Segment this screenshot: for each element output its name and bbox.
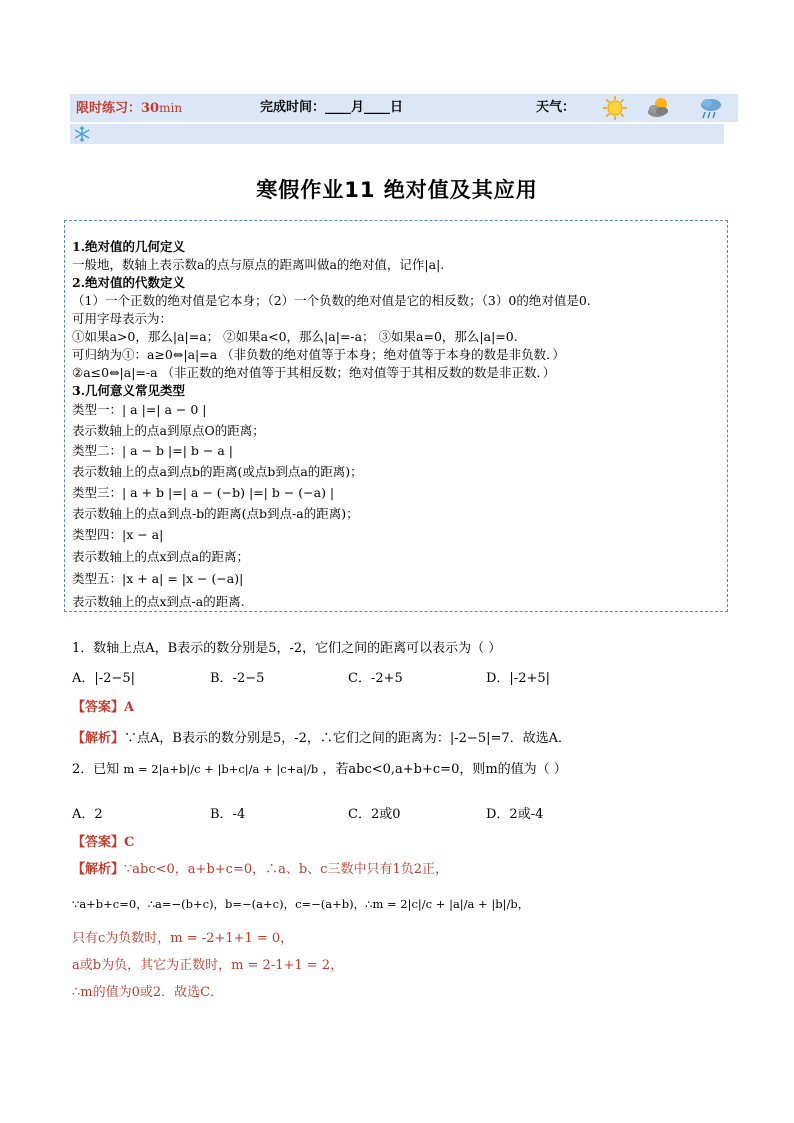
definition-line: 表示数轴上的点a到点-b的距离(点b到点-a的距离)； xyxy=(72,506,359,521)
q2-stem-prefix: 2．已知 xyxy=(72,762,120,777)
q1-analysis xyxy=(72,730,571,748)
q2-stem-suffix: ，若abc<0,a+b+c=0，则m的值为（ ） xyxy=(322,762,567,777)
definition-line: 1.绝对值的几何定义 xyxy=(72,239,186,254)
definition-line: 表示数轴上的点a到原点O的距离； xyxy=(72,423,265,438)
q2-analysis-line: a或b为负，其它为正数时，m = 2-1+1 = 2， xyxy=(72,958,344,973)
definition-line: 一般地，数轴上表示数a的点与原点的距离叫做a的绝对值，记作|a|. xyxy=(72,257,445,272)
time-limit xyxy=(76,100,182,117)
definition-line: 类型二：| a − b |=| b − a | xyxy=(72,443,233,458)
definition-line: 可用字母表示为： xyxy=(72,311,173,326)
q1-analysis-text: ∵点A，B表示的数分别是5，-2，∴它们之间的距离为：|-2−5|=7．故选A． xyxy=(124,731,572,746)
q2-analysis-line xyxy=(72,861,448,879)
q2-option-d: D．2或-4 xyxy=(486,807,544,822)
definition-line: 类型四：|x − a| xyxy=(72,527,164,542)
q2-analysis-line: ∴m的值为0或2．故选C． xyxy=(72,985,224,1000)
q2-analysis-label: 【解析】 xyxy=(72,862,125,877)
time-limit-number: 30 xyxy=(141,101,160,116)
q2-analysis-line: ∵a+b+c=0，∴a=−(b+c)，b=−(a+c)，c=−(a+b)，∴m = 2|c|/c + |a|/a + |b|/b， xyxy=(72,897,530,911)
definition-line: 类型一：| a |=| a − 0 | xyxy=(72,402,207,417)
header-bar xyxy=(70,94,738,122)
q2-stem-formula: m = 2|a+b|/c + |b+c|/a + |c+a|/b xyxy=(123,762,319,776)
completion-time: 完成时间：____月____日 xyxy=(260,100,404,115)
q1-option-c: C．-2+5 xyxy=(348,671,403,686)
q2-analysis-text: ∵abc<0，a+b+c=0，∴a、b、c三数中只有1负2正， xyxy=(124,862,449,877)
weather-label: 天气： xyxy=(536,100,576,115)
definition-line: 表示数轴上的点x到点-a的距离. xyxy=(72,594,245,609)
definition-line: 类型五：|x + a| = |x − (−a)| xyxy=(72,571,244,586)
page-title: 寒假作业11 绝对值及其应用 xyxy=(256,178,538,202)
definition-box xyxy=(64,220,728,612)
definition-line: 表示数轴上的点x到点a的距离； xyxy=(72,549,250,564)
q2-option-a: A．2 xyxy=(72,807,103,822)
snowflake-icon xyxy=(72,124,92,144)
definition-line: 表示数轴上的点a到点b的距离(或点b到点a的距离)； xyxy=(72,464,363,479)
q1-analysis-label: 【解析】 xyxy=(72,731,125,746)
q1-answer: 【答案】A xyxy=(72,700,135,715)
definition-line: （1）一个正数的绝对值是它本身；（2）一个负数的绝对值是它的相反数；（3）0的绝对值是0. xyxy=(72,293,591,308)
rain-cloud-icon xyxy=(698,95,724,121)
definition-line: ②a≤0⇔|a|=-a （非正数的绝对值等于其相反数；绝对值等于其相反数的数是非正数．） xyxy=(72,365,556,380)
definition-line: 类型三：| a + b |=| a − (−b) |=| b − (−a) | xyxy=(72,485,335,500)
q1-option-a: A．|-2−5| xyxy=(72,671,135,686)
definition-line: 可归纳为①：a≥0⇔|a|=a （非负数的绝对值等于本身；绝对值等于本身的数是非负数．） xyxy=(72,347,565,362)
definition-line: ①如果a>0，那么|a|=a； ②如果a<0，那么|a|=-a； ③如果a=0，那么|a|=0. xyxy=(72,329,518,344)
sun-icon xyxy=(602,95,628,121)
partly-cloudy-icon xyxy=(646,95,672,121)
time-limit-unit: min xyxy=(159,101,183,115)
q1-option-d: D．|-2+5| xyxy=(486,671,551,686)
q2-option-c: C．2或0 xyxy=(348,807,401,822)
definition-line: 2.绝对值的代数定义 xyxy=(72,275,186,290)
q2-analysis-line: 只有c为负数时，m = -2+1+1 = 0， xyxy=(72,931,294,946)
q2-answer: 【答案】C xyxy=(72,835,135,850)
question-2-stem xyxy=(72,760,567,796)
q1-option-b: B．-2−5 xyxy=(210,671,265,686)
time-limit-label: 限时练习： xyxy=(76,101,142,116)
q2-option-b: B．-4 xyxy=(210,807,246,822)
header-strip xyxy=(70,124,724,144)
definition-line: 3.几何意义常见类型 xyxy=(72,383,186,398)
question-1-stem: 1．数轴上点A，B表示的数分别是5，-2，它们之间的距离可以表示为（ ） xyxy=(72,641,502,656)
